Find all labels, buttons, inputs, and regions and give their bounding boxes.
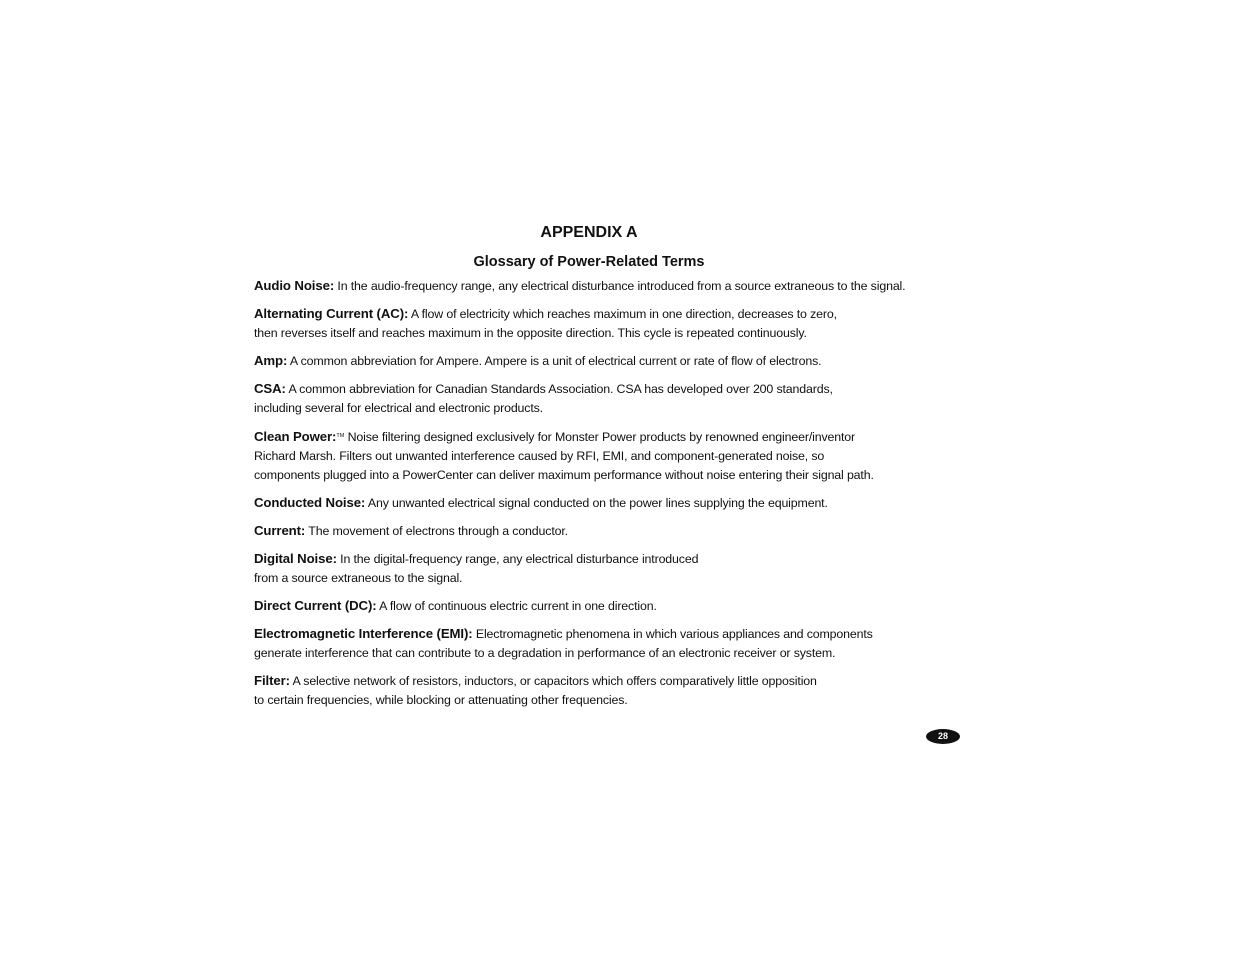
glossary-definition: to certain frequencies, while blocking or attenuating other frequencies. — [254, 692, 628, 707]
glossary-entry-line — [254, 352, 934, 371]
glossary-term: Electromagnetic Interference (EMI): — [254, 625, 473, 641]
glossary-entry — [254, 550, 934, 588]
glossary-list — [254, 277, 934, 719]
trademark-mark: TM — [336, 432, 345, 439]
glossary-definition: A common abbreviation for Ampere. Ampere is a unit of electrical current or rate of flow of electrons. — [289, 353, 822, 368]
glossary-entry-line — [254, 550, 934, 569]
glossary-entry — [254, 522, 934, 541]
glossary-entry — [254, 672, 934, 710]
glossary-entry-line — [254, 569, 934, 588]
glossary-definition: Electromagnetic phenomena in which various appliances and components — [475, 626, 873, 641]
glossary-definition: Richard Marsh. Filters out unwanted interference caused by RFI, EMI, and component-generated noise, so — [254, 448, 825, 463]
glossary-term: Direct Current (DC): — [254, 597, 377, 613]
glossary-entry — [254, 494, 934, 513]
glossary-term: Alternating Current (AC): — [254, 306, 409, 322]
glossary-entry-line — [254, 380, 934, 399]
glossary-entry-line — [254, 597, 934, 616]
glossary-definition: from a source extraneous to the signal. — [254, 570, 463, 585]
glossary-term: Amp: — [254, 352, 288, 368]
glossary-entry-line — [254, 522, 934, 541]
glossary-term: Digital Noise: — [254, 550, 337, 566]
glossary-entry-line — [254, 277, 934, 296]
glossary-definition: A flow of continuous electric current in one direction. — [379, 598, 657, 613]
glossary-definition: A common abbreviation for Canadian Standards Association. CSA has developed over 200 standards, — [288, 382, 833, 397]
glossary-entry — [254, 277, 934, 296]
glossary-term: Current: — [254, 522, 306, 538]
glossary-definition: The movement of electrons through a conductor. — [308, 523, 568, 538]
glossary-term: Filter: — [254, 672, 290, 688]
glossary-term: Clean Power: — [254, 428, 337, 444]
glossary-entry-line — [254, 305, 934, 324]
glossary-definition: In the digital-frequency range, any electrical disturbance introduced — [340, 551, 699, 566]
glossary-entry-line — [254, 466, 934, 485]
glossary-definition: Noise filtering designed exclusively for Monster Power products by renowned engineer/inventor — [347, 429, 856, 444]
page-number-badge: 28 — [926, 729, 960, 744]
glossary-entry — [254, 380, 934, 418]
glossary-definition: In the audio-frequency range, any electrical disturbance introduced from a source extraneous to the signal. — [337, 279, 906, 293]
glossary-definition: A selective network of resistors, inductors, or capacitors which offers comparatively little opposition — [292, 673, 817, 688]
glossary-entry — [254, 427, 934, 484]
glossary-definition: components plugged into a PowerCenter can deliver maximum performance without noise entering their signal path. — [254, 467, 874, 482]
page-title: APPENDIX A — [540, 224, 638, 241]
glossary-entry — [254, 597, 934, 616]
glossary-entry-line — [254, 447, 934, 466]
glossary-entry-line — [254, 691, 934, 710]
glossary-entry-line — [254, 324, 934, 343]
glossary-entry-line — [254, 625, 934, 644]
glossary-entry-line — [254, 427, 934, 447]
glossary-entry — [254, 352, 934, 371]
glossary-term: Audio Noise: — [254, 278, 335, 293]
glossary-definition: then reverses itself and reaches maximum in the opposite direction. This cycle is repeated continuously. — [254, 325, 807, 340]
glossary-definition: A flow of electricity which reaches maximum in one direction, decreases to zero, — [410, 307, 837, 322]
glossary-entry — [254, 625, 934, 663]
glossary-entry-line — [254, 644, 934, 663]
glossary-entry-line — [254, 494, 934, 513]
glossary-entry-line — [254, 672, 934, 691]
glossary-definition: generate interference that can contribute to a degradation in performance of an electronic receiver or system. — [254, 645, 836, 660]
glossary-definition: Any unwanted electrical signal conducted on the power lines supplying the equipment. — [367, 495, 828, 510]
glossary-term: CSA: — [254, 381, 286, 397]
glossary-term: Conducted Noise: — [254, 494, 366, 510]
glossary-entry — [254, 305, 934, 343]
glossary-entry-line — [254, 399, 934, 418]
section-title: Glossary of Power-Related Terms — [473, 254, 705, 270]
glossary-definition: including several for electrical and electronic products. — [254, 400, 543, 415]
